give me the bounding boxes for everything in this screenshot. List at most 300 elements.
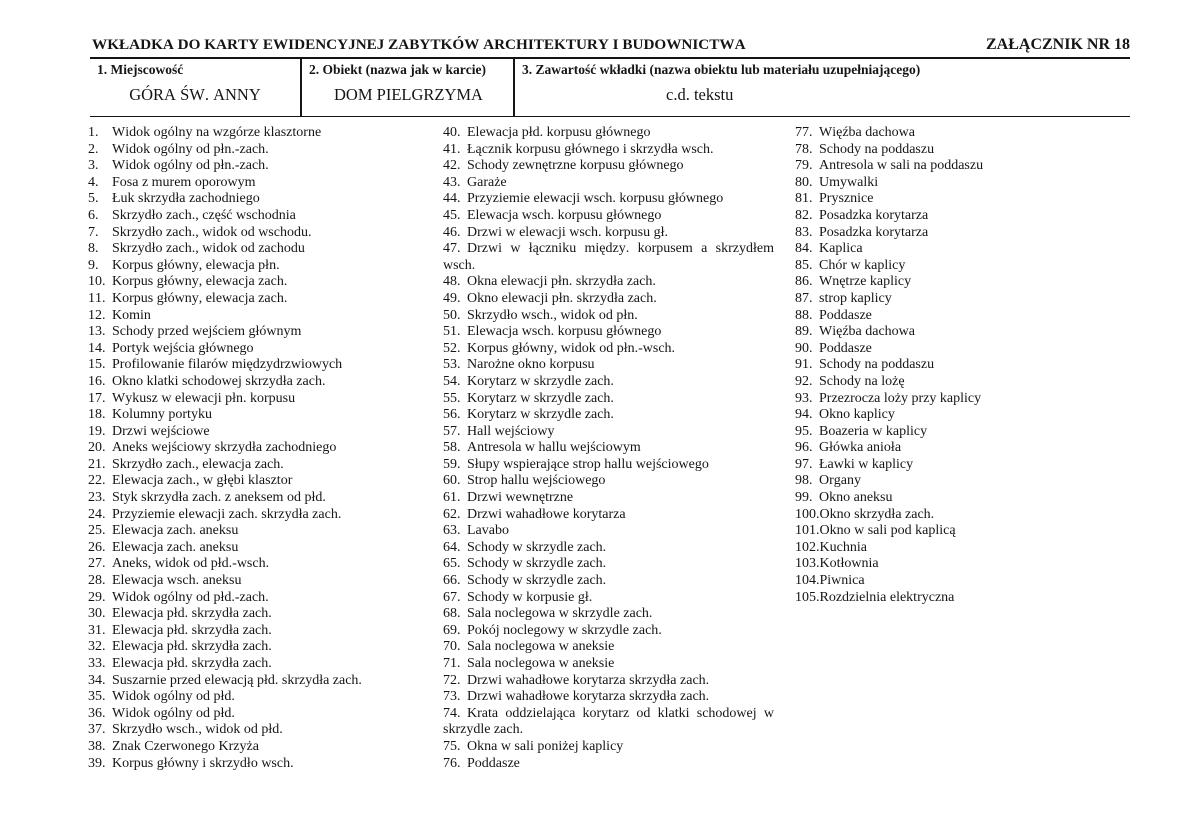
item-text: Korpus główny, elewacja płn. [112, 257, 280, 273]
item-number: 35. [88, 689, 106, 705]
item-number: 23. [88, 490, 106, 506]
item-number: 92. [795, 373, 813, 389]
list-item [795, 142, 1125, 159]
list-item [443, 158, 774, 175]
item-text: Elewacja płd. skrzydła zach. [112, 606, 272, 622]
list-item [443, 175, 774, 192]
item-text: Aneks wejściowy skrzydła zachodniego [112, 440, 337, 456]
item-text: Krata oddzielająca korytarz od klatki schodowej w skrzydle zach. [443, 705, 774, 738]
item-text: Aneks, widok od płd.-wsch. [112, 556, 270, 572]
list-item [443, 673, 774, 690]
item-number: 55. [443, 390, 461, 406]
item-number: 13. [88, 324, 106, 340]
item-number: 81. [795, 191, 813, 207]
item-text: Hall wejściowy [467, 423, 555, 439]
item-text: Elewacja wsch. korpusu głównego [467, 207, 662, 223]
list-item [88, 523, 433, 540]
item-text: Portyk wejścia głównego [112, 340, 254, 356]
item-text: Widok ogólny od płn.-zach. [112, 141, 269, 157]
item-text: Słupy wspierające strop hallu wejściowego [467, 456, 709, 472]
item-text: Prysznice [819, 191, 874, 207]
list-column-3 [795, 125, 1125, 606]
item-text: Poddasze [819, 307, 872, 323]
list-item [795, 490, 1125, 507]
list-item [88, 142, 433, 159]
item-number: 3. [88, 158, 99, 174]
item-number: 42. [443, 158, 461, 174]
item-text: Schody w skrzydle zach. [467, 539, 607, 555]
item-text: Umywalki [819, 174, 879, 190]
list-item [443, 391, 774, 408]
item-number: 62. [443, 506, 461, 522]
item-number: 1. [88, 125, 99, 140]
field-locality-value: GÓRA ŚW. ANNY [129, 85, 261, 104]
list-item [795, 158, 1125, 175]
item-text: Rozdzielnia elektryczna [819, 589, 955, 605]
list-item [88, 590, 433, 607]
item-text: Pokój noclegowy w skrzydle zach. [467, 622, 662, 638]
item-text: Przezrocza loży przy kaplicy [819, 390, 982, 406]
item-text: Przyziemie elewacji wsch. korpusu głównego [467, 191, 724, 207]
item-number: 47. [443, 241, 461, 257]
item-number: 12. [88, 307, 106, 323]
list-column-1 [88, 125, 433, 772]
list-item [88, 158, 433, 175]
list-item [443, 208, 774, 225]
item-text: Kaplica [819, 241, 863, 257]
list-item [88, 391, 433, 408]
list-item [88, 573, 433, 590]
item-number: 61. [443, 490, 461, 506]
item-number: 83. [795, 224, 813, 240]
item-number: 73. [443, 689, 461, 705]
item-number: 21. [88, 456, 106, 472]
item-number: 45. [443, 207, 461, 223]
item-text: Wykusz w elewacji płn. korpusu [112, 390, 296, 406]
list-item [88, 639, 433, 656]
item-text: Skrzydło zach., część wschodnia [112, 207, 296, 223]
list-item [88, 191, 433, 208]
field-locality [90, 59, 300, 116]
list-item [88, 125, 433, 142]
list-item [795, 573, 1125, 590]
list-item [88, 374, 433, 391]
item-text: Schody w korpusie gł. [467, 589, 593, 605]
item-number: 8. [88, 241, 99, 257]
item-text: Organy [819, 473, 861, 489]
list-item [443, 623, 774, 640]
list-item [443, 689, 774, 706]
list-item [88, 357, 433, 374]
item-text: Elewacja zach., w głębi klasztor [112, 473, 293, 489]
item-text: Chór w kaplicy [819, 257, 906, 273]
list-item [88, 739, 433, 756]
list-item [443, 125, 774, 142]
item-text: Lavabo [467, 523, 509, 539]
item-text: Elewacja wsch. aneksu [112, 573, 242, 589]
list-item [88, 440, 433, 457]
item-number: 54. [443, 373, 461, 389]
list-item [443, 706, 774, 739]
item-text: Elewacja zach. aneksu [112, 523, 239, 539]
item-number: 15. [88, 357, 106, 373]
list-item [795, 473, 1125, 490]
item-number: 25. [88, 523, 106, 539]
item-number: 86. [795, 274, 813, 290]
item-number: 95. [795, 423, 813, 439]
item-number: 30. [88, 606, 106, 622]
list-item [443, 341, 774, 358]
item-text: Ławki w kaplicy [819, 456, 914, 472]
list-item [88, 258, 433, 275]
list-item [795, 191, 1125, 208]
item-text: Okno klatki schodowej skrzydła zach. [112, 373, 326, 389]
list-item [443, 756, 774, 773]
item-text: Kolumny portyku [112, 407, 212, 423]
item-text: Okno aneksu [819, 490, 893, 506]
item-text: Drzwi wewnętrzne [467, 490, 574, 506]
item-number: 89. [795, 324, 813, 340]
list-item [88, 308, 433, 325]
field-locality-label: 1. Miejscowość [97, 62, 184, 77]
list-column-2 [443, 125, 774, 772]
list-item [443, 573, 774, 590]
item-text: Fosa z murem oporowym [112, 174, 256, 190]
item-number: 85. [795, 257, 813, 273]
item-text: Profilowanie filarów międzydrzwiowych [112, 357, 343, 373]
item-number: 84. [795, 241, 813, 257]
item-text: Korpus główny, elewacja zach. [112, 274, 288, 290]
item-text: Styk skrzydła zach. z aneksem od płd. [112, 490, 326, 506]
item-text: Korytarz w skrzydle zach. [467, 407, 614, 423]
item-number: 59. [443, 456, 461, 472]
list-item [443, 191, 774, 208]
list-item [88, 225, 433, 242]
list-item [88, 490, 433, 507]
item-text: Wnętrze kaplicy [819, 274, 912, 290]
list-item [443, 274, 774, 291]
item-text: Suszarnie przed elewacją płd. skrzydła zach. [112, 672, 362, 688]
item-number: 75. [443, 738, 461, 754]
list-item [795, 540, 1125, 557]
list-item [443, 374, 774, 391]
list-item [88, 407, 433, 424]
item-number: 94. [795, 407, 813, 423]
list-item [443, 357, 774, 374]
list-item [795, 258, 1125, 275]
list-item [795, 424, 1125, 441]
list-item [88, 241, 433, 258]
item-text: Elewacja płd. skrzydła zach. [112, 622, 272, 638]
item-number: 51. [443, 324, 461, 340]
item-number: 100. [795, 506, 820, 522]
item-number: 104. [795, 573, 820, 589]
list-item [795, 208, 1125, 225]
list-item [795, 440, 1125, 457]
item-number: 99. [795, 490, 813, 506]
list-item [88, 606, 433, 623]
list-item [443, 291, 774, 308]
item-number: 91. [795, 357, 813, 373]
item-text: Drzwi w elewacji wsch. korpusu gł. [467, 224, 669, 240]
item-number: 53. [443, 357, 461, 373]
item-number: 93. [795, 390, 813, 406]
item-number: 64. [443, 539, 461, 555]
list-item [88, 291, 433, 308]
item-number: 20. [88, 440, 106, 456]
item-number: 63. [443, 523, 461, 539]
field-contents-value: c.d. tekstu [666, 85, 734, 104]
item-number: 41. [443, 141, 461, 157]
item-text: Kotłownia [819, 556, 879, 572]
item-text: Poddasze [819, 340, 872, 356]
list-item [443, 490, 774, 507]
list-item [88, 623, 433, 640]
item-number: 19. [88, 423, 106, 439]
item-number: 29. [88, 589, 106, 605]
item-number: 68. [443, 606, 461, 622]
item-text: Więźba dachowa [819, 324, 915, 340]
list-item [795, 357, 1125, 374]
item-number: 67. [443, 589, 461, 605]
list-item [443, 440, 774, 457]
item-number: 60. [443, 473, 461, 489]
item-text: Schody w skrzydle zach. [467, 556, 607, 572]
item-text: Korpus główny, elewacja zach. [112, 290, 288, 306]
list-item [795, 175, 1125, 192]
list-item [443, 507, 774, 524]
item-text: Elewacja wsch. korpusu głównego [467, 324, 662, 340]
item-text: Widok ogólny na wzgórze klasztorne [112, 125, 322, 140]
item-text: Posadzka korytarza [819, 224, 929, 240]
item-text: Główka anioła [819, 440, 902, 456]
item-number: 50. [443, 307, 461, 323]
item-number: 31. [88, 622, 106, 638]
item-text: Znak Czerwonego Krzyża [112, 738, 259, 754]
list-item [443, 225, 774, 242]
item-number: 65. [443, 556, 461, 572]
item-text: Okno kaplicy [819, 407, 895, 423]
item-number: 11. [88, 290, 106, 306]
item-number: 77. [795, 125, 813, 140]
item-text: Schody zewnętrzne korpusu głównego [467, 158, 684, 174]
item-number: 14. [88, 340, 106, 356]
item-number: 48. [443, 274, 461, 290]
list-item [443, 142, 774, 159]
item-text: Widok ogólny od płn.-zach. [112, 158, 269, 174]
item-text: Schody przed wejściem głównym [112, 324, 302, 340]
list-item [88, 673, 433, 690]
list-item [88, 341, 433, 358]
list-item [443, 606, 774, 623]
item-text: Elewacja płd. korpusu głównego [467, 125, 651, 140]
list-item [88, 656, 433, 673]
list-item [795, 457, 1125, 474]
list-item [795, 291, 1125, 308]
item-number: 88. [795, 307, 813, 323]
list-item [795, 507, 1125, 524]
list-item [443, 656, 774, 673]
list-item [443, 241, 774, 274]
item-number: 97. [795, 456, 813, 472]
list-item [795, 341, 1125, 358]
item-number: 34. [88, 672, 106, 688]
item-number: 7. [88, 224, 99, 240]
item-text: Widok ogólny od płd. [112, 705, 235, 721]
item-text: Skrzydło zach., widok od wschodu. [112, 224, 312, 240]
list-item [795, 274, 1125, 291]
list-item [795, 324, 1125, 341]
item-text: Okno w sali pod kaplicą [819, 523, 956, 539]
item-number: 56. [443, 407, 461, 423]
item-number: 16. [88, 373, 106, 389]
list-item [443, 424, 774, 441]
item-number: 101. [795, 523, 820, 539]
list-item [795, 308, 1125, 325]
item-number: 98. [795, 473, 813, 489]
item-text: Elewacja płd. skrzydła zach. [112, 656, 272, 671]
item-number: 87. [795, 290, 813, 306]
item-number: 2. [88, 141, 99, 157]
item-number: 76. [443, 755, 461, 771]
item-text: Łącznik korpusu głównego i skrzydła wsch. [467, 141, 714, 157]
item-number: 80. [795, 174, 813, 190]
item-number: 82. [795, 207, 813, 223]
list-item [795, 523, 1125, 540]
list-item [88, 424, 433, 441]
item-text: Antresola w hallu wejściowym [467, 440, 641, 456]
list-item [443, 523, 774, 540]
list-item [88, 457, 433, 474]
list-item [795, 391, 1125, 408]
item-text: Korytarz w skrzydle zach. [467, 390, 614, 406]
item-text: Korpus główny, widok od płn.-wsch. [467, 340, 676, 356]
item-text: Łuk skrzydła zachodniego [112, 191, 260, 207]
item-text: Skrzydło wsch., widok od płd. [112, 722, 283, 738]
document-title: WKŁADKA DO KARTY EWIDENCYJNEJ ZABYTKÓW ARCHITEKTURY I BUDOWNICTWA [92, 36, 746, 53]
item-text: Posadzka korytarza [819, 207, 929, 223]
list-item [795, 225, 1125, 242]
item-number: 39. [88, 755, 106, 771]
item-text: Boazeria w kaplicy [819, 423, 928, 439]
list-item [443, 473, 774, 490]
list-item [443, 556, 774, 573]
item-text: Poddasze [467, 755, 520, 771]
item-number: 18. [88, 407, 106, 423]
list-item [795, 125, 1125, 142]
item-text: Komin [112, 307, 151, 323]
field-contents [513, 59, 1130, 116]
item-number: 5. [88, 191, 99, 207]
item-text: Okno elewacji płn. skrzydła zach. [467, 290, 657, 306]
item-text: Drzwi wahadłowe korytarza [467, 506, 626, 522]
item-number: 70. [443, 639, 461, 655]
item-number: 69. [443, 622, 461, 638]
item-text: Antresola w sali na poddaszu [819, 158, 984, 174]
item-number: 4. [88, 174, 99, 190]
item-text: Korytarz w skrzydle zach. [467, 373, 614, 389]
item-number: 44. [443, 191, 461, 207]
list-item [443, 540, 774, 557]
item-text: Sala noclegowa w aneksie [467, 639, 615, 655]
item-number: 27. [88, 556, 106, 572]
item-text: Przyziemie elewacji zach. skrzydła zach. [112, 506, 342, 522]
item-number: 46. [443, 224, 461, 240]
field-object-value: DOM PIELGRZYMA [334, 85, 483, 104]
item-number: 6. [88, 207, 99, 223]
list-item [88, 324, 433, 341]
list-item [443, 308, 774, 325]
item-text: Garaże [467, 174, 507, 190]
list-item [443, 324, 774, 341]
item-number: 96. [795, 440, 813, 456]
item-number: 26. [88, 539, 106, 555]
item-number: 40. [443, 125, 461, 140]
item-number: 10. [88, 274, 106, 290]
item-text: Drzwi wahadłowe korytarza skrzydła zach. [467, 689, 710, 705]
item-number: 103. [795, 556, 820, 572]
item-number: 78. [795, 141, 813, 157]
item-number: 52. [443, 340, 461, 356]
list-item [443, 407, 774, 424]
item-number: 74. [443, 705, 461, 721]
item-text: Okna w sali poniżej kaplicy [467, 738, 624, 754]
item-number: 9. [88, 257, 99, 273]
item-text: Kuchnia [819, 539, 867, 555]
header-fields-table [90, 57, 1130, 117]
item-number: 79. [795, 158, 813, 174]
item-text: Drzwi wahadłowe korytarza skrzydła zach. [467, 672, 710, 688]
item-text: Widok ogólny od płd. [112, 689, 235, 705]
list-item [443, 590, 774, 607]
item-text: Skrzydło zach., elewacja zach. [112, 456, 284, 472]
list-item [88, 274, 433, 291]
list-item [88, 175, 433, 192]
item-text: Sala noclegowa w skrzydle zach. [467, 606, 653, 622]
item-number: 37. [88, 722, 106, 738]
field-object [300, 59, 515, 116]
item-number: 90. [795, 340, 813, 356]
list-item [443, 457, 774, 474]
item-number: 58. [443, 440, 461, 456]
item-text: Schody na poddaszu [819, 357, 935, 373]
item-text: Skrzydło wsch., widok od płn. [467, 307, 638, 323]
item-number: 57. [443, 423, 461, 439]
field-object-label: 2. Obiekt (nazwa jak w karcie) [309, 62, 486, 77]
list-item [443, 739, 774, 756]
item-number: 43. [443, 174, 461, 190]
list-item [88, 722, 433, 739]
list-item [88, 706, 433, 723]
item-text: Schody na lożę [819, 373, 905, 389]
item-number: 49. [443, 290, 461, 306]
list-item [795, 590, 1125, 607]
item-number: 24. [88, 506, 106, 522]
item-number: 33. [88, 656, 106, 671]
item-number: 66. [443, 573, 461, 589]
list-item [88, 473, 433, 490]
item-text: Strop hallu wejściowego [467, 473, 606, 489]
item-number: 72. [443, 672, 461, 688]
field-contents-label: 3. Zawartość wkładki (nazwa obiektu lub materiału uzupełniającego) [522, 62, 921, 77]
item-text: Elewacja płd. skrzydła zach. [112, 639, 272, 655]
item-number: 28. [88, 573, 106, 589]
item-number: 102. [795, 539, 820, 555]
list-item [88, 208, 433, 225]
item-text: Sala noclegowa w aneksie [467, 656, 615, 671]
list-item [795, 556, 1125, 573]
list-item [88, 689, 433, 706]
